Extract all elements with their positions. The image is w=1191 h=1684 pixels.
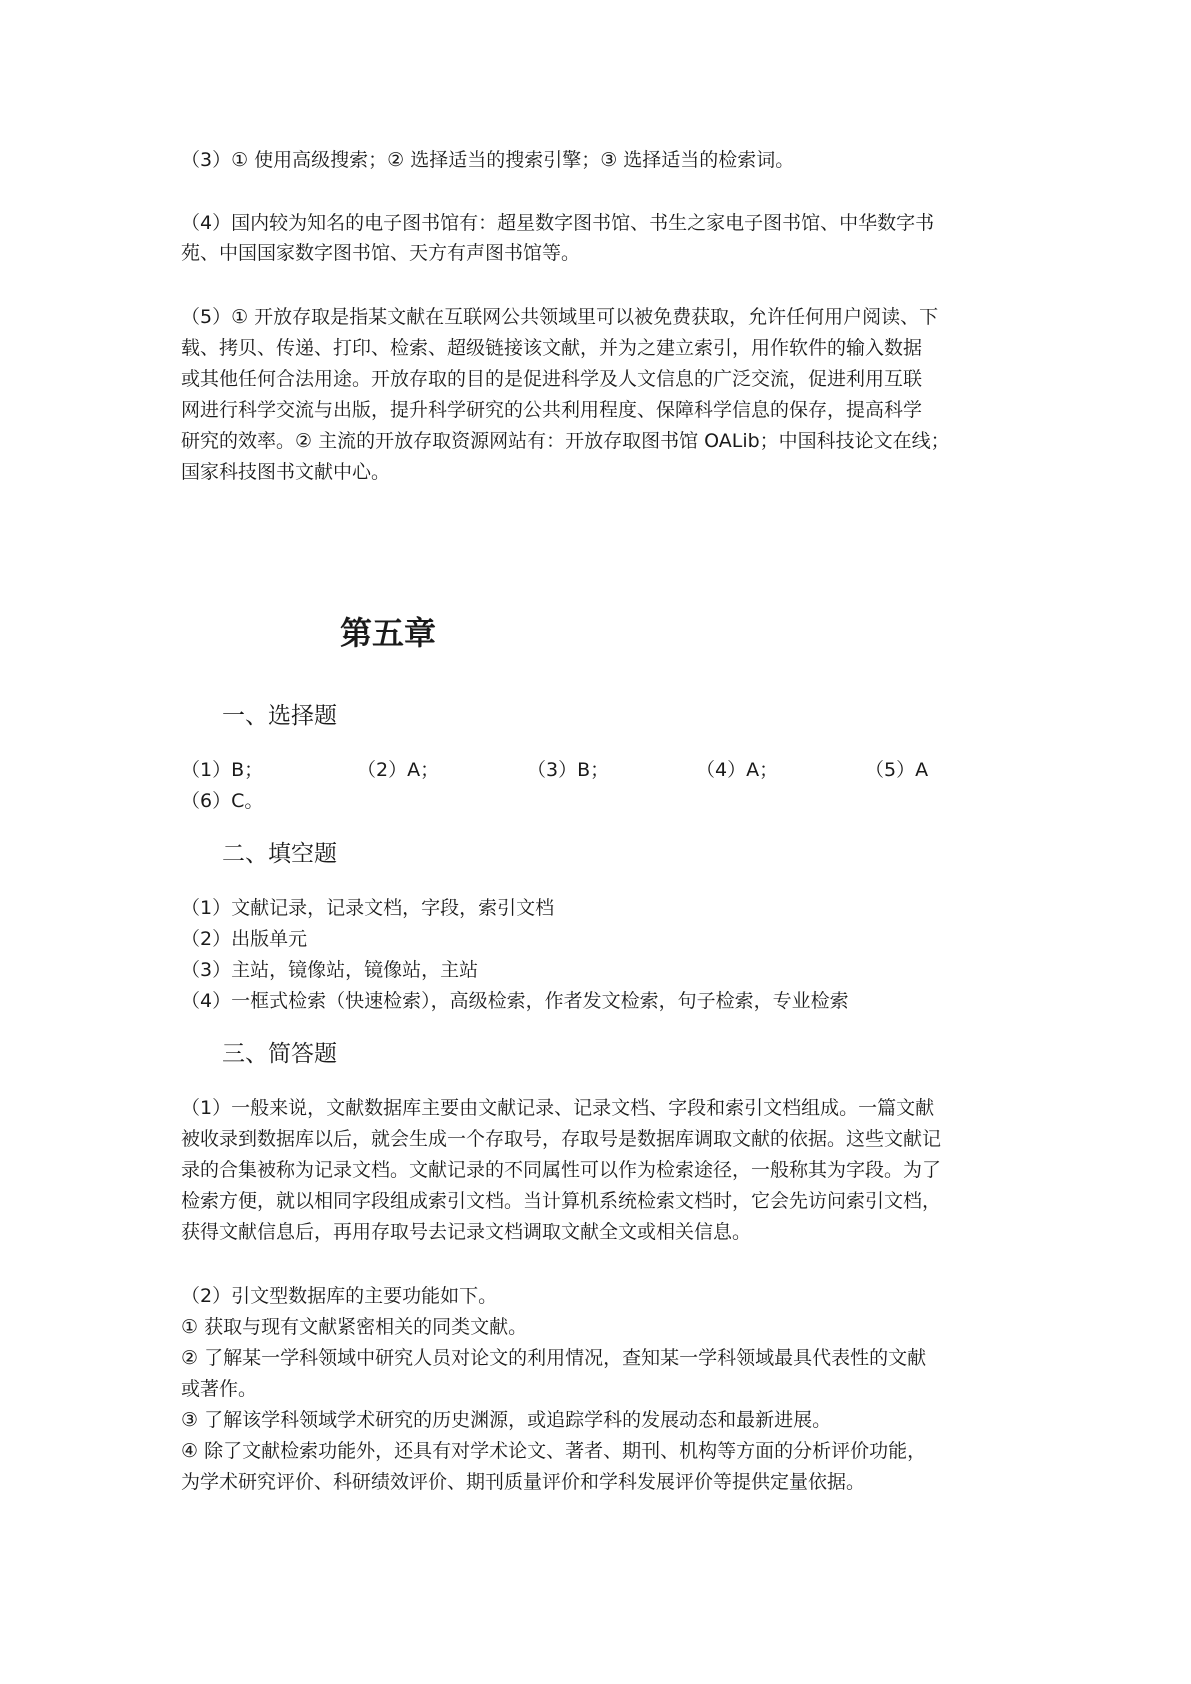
short-answer-1-line-3: 录的合集被称为记录文档。文献记录的不同属性可以作为检索途径，一般称其为字段。为了 — [181, 1159, 942, 1181]
short-answer-2-line-4: 或著作。 — [181, 1378, 258, 1400]
short-answer-2-line-3: ② 了解某一学科领域中研究人员对论文的利用情况，查知某一学科领域最具代表性的文献 — [181, 1347, 927, 1369]
fill-answer-3: （3）主站，镜像站，镜像站，主站 — [181, 959, 479, 981]
answer-5-line-4: 网进行科学交流与出版，提升科学研究的公共利用程度、保障科学信息的保存，提高科学 — [181, 399, 923, 421]
short-answer-1-line-1: （1）一般来说，文献数据库主要由文献记录、记录文档、字段和索引文档组成。一篇文献 — [181, 1097, 935, 1119]
choice-answer-1: （1）B； — [181, 759, 264, 781]
answer-5-line-6: 国家科技图书文献中心。 — [181, 461, 391, 483]
answer-5-line-2: 载、拷贝、传递、打印、检索、超级链接该文献，并为之建立索引，用作软件的输入数据 — [181, 337, 923, 359]
choice-answer-4: （4）A； — [696, 759, 779, 781]
choice-answer-2: （2）A； — [357, 759, 440, 781]
fill-answer-2: （2）出版单元 — [181, 928, 308, 950]
answer-5-line-5: 研究的效率。② 主流的开放存取资源网站有：开放存取图书馆 OALib；中国科技论文在线； — [181, 430, 950, 452]
answer-5-line-1: （5）① 开放存取是指某文献在互联网公共领域里可以被免费获取，允许任何用户阅读、下 — [181, 306, 939, 328]
fill-answer-1: （1）文献记录，记录文档，字段，索引文档 — [181, 897, 555, 919]
choice-answer-6: （6）C。 — [181, 790, 264, 812]
choice-answer-5: （5）A — [865, 759, 929, 781]
short-answer-2-line-6: ④ 除了文献检索功能外，还具有对学术论文、著者、期刊、机构等方面的分析评价功能， — [181, 1440, 927, 1462]
short-answer-2-line-1: （2）引文型数据库的主要功能如下。 — [181, 1285, 498, 1307]
short-answer-1-line-4: 检索方便，就以相同字段组成索引文档。当计算机系统检索文档时，它会先访问索引文档， — [181, 1190, 942, 1212]
short-answer-1-line-2: 被收录到数据库以后，就会生成一个存取号，存取号是数据库调取文献的依据。这些文献记 — [181, 1128, 942, 1150]
answer-4-line-2: 苑、中国国家数字图书馆、天方有声图书馆等。 — [181, 242, 581, 264]
section-heading-short: 三、简答题 — [222, 1041, 337, 1067]
answer-3: （3）① 使用高级搜索；② 选择适当的搜索引擎；③ 选择适当的检索词。 — [181, 149, 795, 171]
section-heading-fill: 二、填空题 — [222, 841, 337, 867]
short-answer-2-line-5: ③ 了解该学科领域学术研究的历史渊源，或追踪学科的发展动态和最新进展。 — [181, 1409, 832, 1431]
short-answer-2-line-2: ① 获取与现有文献紧密相关的同类文献。 — [181, 1316, 528, 1338]
fill-answer-4: （4）一框式检索（快速检索），高级检索，作者发文检索，句子检索，专业检索 — [181, 990, 849, 1012]
chapter-title: 第五章 — [340, 614, 437, 652]
section-heading-choice: 一、选择题 — [222, 703, 337, 729]
short-answer-1-line-5: 获得文献信息后，再用存取号去记录文档调取文献全文或相关信息。 — [181, 1221, 752, 1243]
answer-5-line-3: 或其他任何合法用途。开放存取的目的是促进科学及人文信息的广泛交流，促进利用互联 — [181, 368, 923, 390]
short-answer-2-line-7: 为学术研究评价、科研绩效评价、期刊质量评价和学科发展评价等提供定量依据。 — [181, 1471, 866, 1493]
answer-4-line-1: （4）国内较为知名的电子图书馆有：超星数字图书馆、书生之家电子图书馆、中华数字书 — [181, 212, 935, 234]
choice-answer-3: （3）B； — [527, 759, 610, 781]
